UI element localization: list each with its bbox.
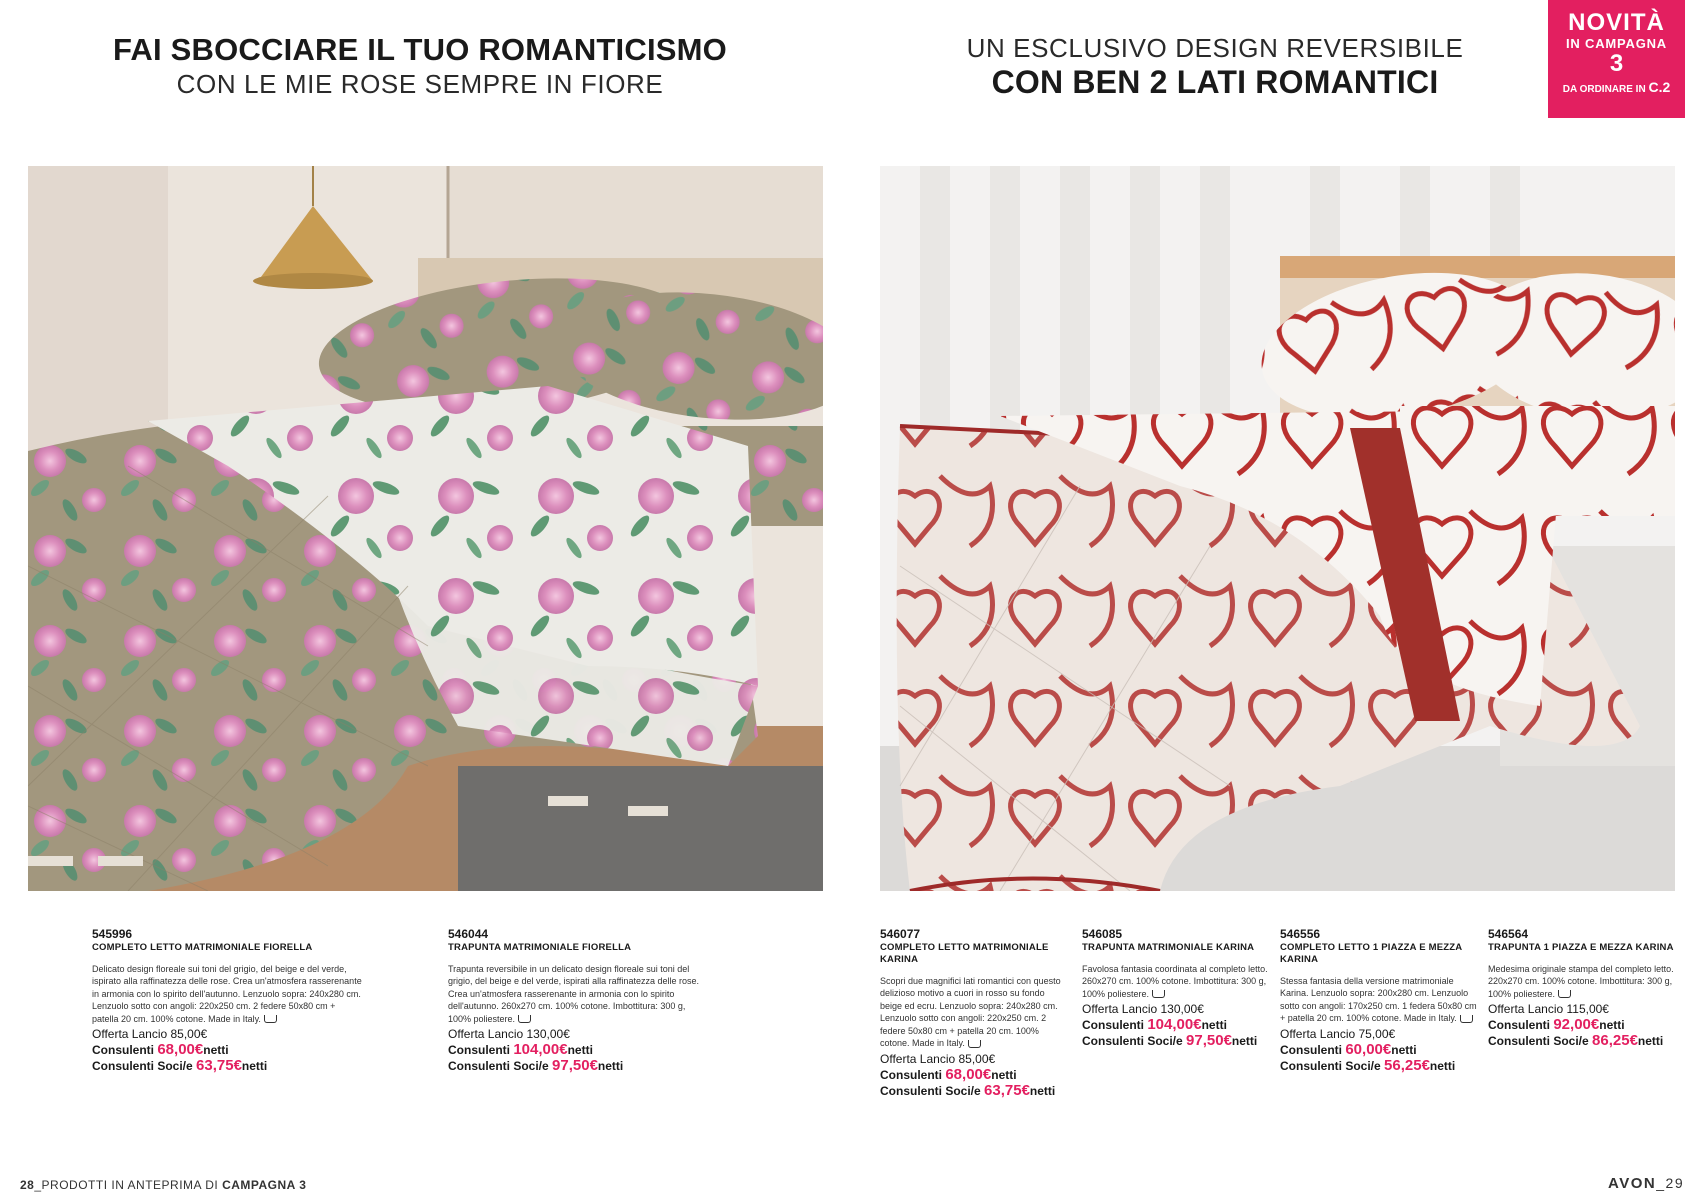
- product-description: Favolosa fantasia coordinata al completo letto. 260x270 cm. 100% cotone. Imbottitura: 300 g, 100% poliestere.: [1082, 963, 1268, 999]
- consultant-price-row: Consulenti 60,00€netti: [1280, 1040, 1417, 1058]
- product-name: COMPLETO LETTO 1 PIAZZA E MEZZA KARINA: [1280, 941, 1462, 965]
- member-price-row: Consulenti Soci/e 56,25€netti: [1280, 1056, 1456, 1074]
- wash-icon: [1558, 990, 1571, 998]
- product-offer: Offerta Lancio 75,00€: [1280, 1026, 1396, 1041]
- wash-icon: [1460, 1015, 1473, 1023]
- headline-right-subtitle: UN ESCLUSIVO DESIGN REVERSIBILE: [966, 33, 1464, 63]
- product-photo-karina: [880, 166, 1675, 891]
- consultant-price-row: Consulenti 104,00€netti: [1082, 1016, 1227, 1033]
- product-name: TRAPUNTA 1 PIAZZA E MEZZA KARINA: [1488, 941, 1674, 953]
- consultant-price-row: Consulenti 104,00€netti: [448, 1041, 593, 1058]
- consultant-price-row: Consulenti 68,00€netti: [880, 1065, 1017, 1083]
- badge-order-note: DA ORDINARE IN C.2: [1562, 79, 1671, 95]
- product-name: COMPLETO LETTO MATRIMONIALE KARINA: [880, 941, 1049, 965]
- product-code: 546077: [880, 927, 921, 941]
- headline-right-title: CON BEN 2 LATI ROMANTICI: [991, 64, 1439, 100]
- product-code: 545996: [92, 927, 133, 941]
- product-code: 546044: [448, 927, 489, 941]
- headline-left: [30, 32, 810, 100]
- product-code: 546564: [1488, 927, 1529, 941]
- footer-left: 28_PRODOTTI IN ANTEPRIMA DI CAMPAGNA 3: [20, 1178, 307, 1192]
- member-price-row: Consulenti Soci/e 97,50€netti: [1082, 1032, 1258, 1049]
- product-description: Delicato design floreale sui toni del grigio, del beige e del verde, ispirato alla raffinatezza delle rose. Crea un'atmosfera rasserenante in armonia con lo spirito dell'autunno. Lenzuolo sopra: 240x280 cm. Lenzuolo sotto con angoli: 220x250 cm. 2 federe 50x80 cm + patella 20 cm. 100% cotone. Made in Italy.: [92, 963, 362, 1024]
- product-offer: Offerta Lancio 130,00€: [1082, 1002, 1204, 1016]
- wash-icon: [518, 1015, 531, 1023]
- wash-icon: [968, 1040, 981, 1048]
- headline-right: [880, 32, 1550, 100]
- product-description: Medesima originale stampa del completo letto. 220x270 cm. 100% cotone. Imbottitura: 300 g, 100% poliestere.: [1488, 963, 1674, 999]
- product-546564: [1488, 928, 1678, 1049]
- member-price-row: Consulenti Soci/e 86,25€netti: [1488, 1032, 1664, 1049]
- product-description: Scopri due magnifici lati romantici con questo delizioso motivo a cuori in rosso su fondo beige ed ecru. Lenzuolo sopra: 240x280 cm. Lenzuolo sotto con angoli: 220x250 cm. 2 federe 50x80 cm + patella 20 cm. 100% cotone. Made in Italy.: [880, 975, 1061, 1048]
- footer-right: AVON_29: [1608, 1175, 1685, 1192]
- product-offer: Offerta Lancio 85,00€: [880, 1051, 996, 1066]
- headline-left-title: FAI SBOCCIARE IL TUO ROMANTICISMO: [113, 32, 727, 67]
- member-price-row: Consulenti Soci/e 97,50€netti: [448, 1057, 624, 1074]
- wash-icon: [1152, 990, 1165, 998]
- novita-badge: [1548, 0, 1685, 118]
- badge-title: NOVITÀ: [1568, 9, 1665, 36]
- product-name: TRAPUNTA MATRIMONIALE FIORELLA: [448, 941, 632, 953]
- badge-campaign-label: IN CAMPAGNA: [1566, 36, 1667, 51]
- product-545996: [92, 928, 362, 1074]
- consultant-price-row: Consulenti 68,00€netti: [92, 1041, 229, 1058]
- wash-icon: [264, 1015, 277, 1023]
- headline-left-subtitle: CON LE MIE ROSE SEMPRE IN FIORE: [176, 69, 664, 99]
- product-photo-fiorella: [28, 166, 823, 891]
- product-offer: Offerta Lancio 130,00€: [448, 1027, 570, 1041]
- product-description: Trapunta reversibile in un delicato design floreale sui toni del grigio, del beige e del verde, ispirati alla raffinatezza delle rose. Crea un'atmosfera rasserenante in armonia con lo spirito dell'autunno. 260x270 cm. 100% cotone. Imbottitura: 300 g, 100% poliestere.: [448, 963, 699, 1024]
- member-price-row: Consulenti Soci/e 63,75€netti: [880, 1081, 1056, 1099]
- product-name: COMPLETO LETTO MATRIMONIALE FIORELLA: [92, 941, 313, 953]
- member-price-row: Consulenti Soci/e 63,75€netti: [92, 1057, 268, 1074]
- product-offer: Offerta Lancio 85,00€: [92, 1027, 208, 1041]
- badge-campaign-number: 3: [1609, 50, 1624, 77]
- product-description: Stessa fantasia della versione matrimoniale Karina. Lenzuolo sopra: 200x280 cm. Lenzuolo sotto con angoli: 170x250 cm. 1 federa 50x80 cm + patella 20 cm. 100% cotone. Made in Italy.: [1280, 975, 1477, 1023]
- consultant-price-row: Consulenti 92,00€netti: [1488, 1016, 1625, 1033]
- product-546556: [1280, 928, 1480, 1074]
- product-code: 546556: [1280, 927, 1321, 941]
- product-name: TRAPUNTA MATRIMONIALE KARINA: [1082, 941, 1255, 953]
- product-546077: [880, 928, 1065, 1099]
- product-offer: Offerta Lancio 115,00€: [1488, 1002, 1609, 1016]
- product-546085: [1082, 928, 1270, 1049]
- product-546044: [448, 928, 700, 1074]
- product-code: 546085: [1082, 927, 1123, 941]
